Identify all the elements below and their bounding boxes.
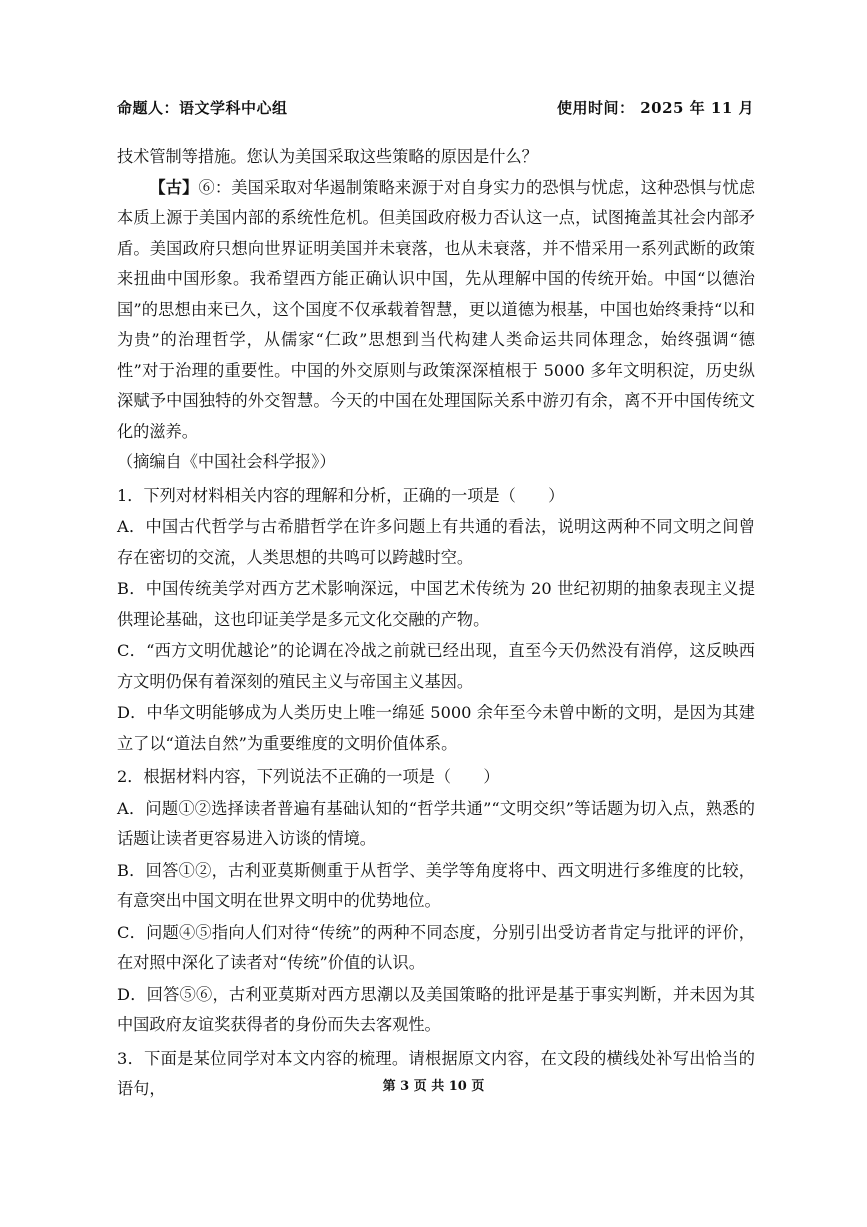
question-2-option-b: B．回答①②，古利亚莫斯侧重于从哲学、美学等角度将中、西文明进行多维度的比较，有意突出中国文明在世界文明中的优势地位。 bbox=[117, 860, 755, 910]
author-label: 命题人：语文学科中心组 bbox=[117, 99, 288, 117]
page-footer: 第 3 页 共 10 页 bbox=[382, 1079, 485, 1094]
question-1-stem: 1．下列对材料相关内容的理解和分析，正确的一项是（ ） bbox=[117, 485, 565, 505]
question-1-option-d: D．中华文明能够成为人类历史上唯一绵延 5000 余年至今未曾中断的文明，是因为其建立了以“道法自然”为重要维度的文明价值体系。 bbox=[117, 703, 755, 753]
question-1-option-b: B．中国传统美学对西方艺术影响深远，中国艺术传统为 20 世纪初期的抽象表现主义提供理论基础，这也印证美学是多元文化交融的产物。 bbox=[117, 579, 755, 629]
date-label: 使用时间： 2025 年 11 月 bbox=[556, 99, 754, 117]
passage-text: ⑥：美国采取对华遏制策略来源于对自身实力的恐惧与忧虑，这种恐惧与忧虑本质上源于美国内部的系统性危机。但美国政府极力否认这一点，试图掩盖其社会内部矛盾。美国政府只想向世界证明美国并未衰落，也从未衰落，并不惜采用一系列武断的政策来扭曲中国形象。我希望西方能正确认识中国，先从理解中国的传统开始。中国“以德治国”的思想由来已久，这个国度不仅承载着智慧，更以道德为根基，中国也始终秉持“以和为贵”的治理哲学，从儒家“仁政”思想到当代构建人类命运共同体理念，始终强调“德性”对于治理的重要性。中国的外交原则与政策深深植根于 5000 多年文明积淀，历史纵深赋予中国独特的外交智慧。今天的中国在处理国际关系中游刃有余，离不开中国传统文化的滋养。 bbox=[117, 177, 756, 441]
question-1-option-c: C．“西方文明优越论”的论调在冷战之前就已经出现，直至今天仍然没有消停，这反映西方文明仍保有着深刻的殖民主义与帝国主义基因。 bbox=[117, 641, 755, 691]
speaker-label: 【古】 bbox=[149, 177, 199, 197]
passage-source: （摘编自《中国社会科学报》） bbox=[117, 452, 336, 471]
question-2-option-c: C．问题④⑤指向人们对待“传统”的两种不同态度，分别引出受访者肯定与批评的评价，在对照中深化了读者对“传统”价值的认识。 bbox=[117, 922, 755, 972]
passage-paragraph bbox=[117, 173, 755, 448]
question-3-stem: 3．下面是某位同学对本文内容的梳理。请根据原文内容，在文段的横线处补写出恰当的语句， bbox=[117, 1048, 755, 1098]
page-content bbox=[117, 142, 755, 1105]
page-header bbox=[117, 97, 754, 118]
question-2-option-a: A．问题①②选择读者普遍有基础认知的“哲学共通”“文明交织”等话题为切入点，熟悉的话题让读者更容易进入访谈的情境。 bbox=[117, 798, 755, 848]
question-1-option-a: A．中国古代哲学与古希腊哲学在许多问题上有共通的看法，说明这两种不同文明之间曾存在密切的交流，人类思想的共鸣可以跨越时空。 bbox=[117, 517, 755, 567]
question-2-option-d: D．回答⑤⑥，古利亚莫斯对西方思潮以及美国策略的批评是基于事实判断，并未因为其中国政府友谊奖获得者的身份而失去客观性。 bbox=[117, 984, 755, 1034]
question-2-stem: 2．根据材料内容，下列说法不正确的一项是（ ） bbox=[117, 767, 500, 786]
passage-line-top: 技术管制等措施。您认为美国采取这些策略的原因是什么？ bbox=[117, 147, 538, 166]
